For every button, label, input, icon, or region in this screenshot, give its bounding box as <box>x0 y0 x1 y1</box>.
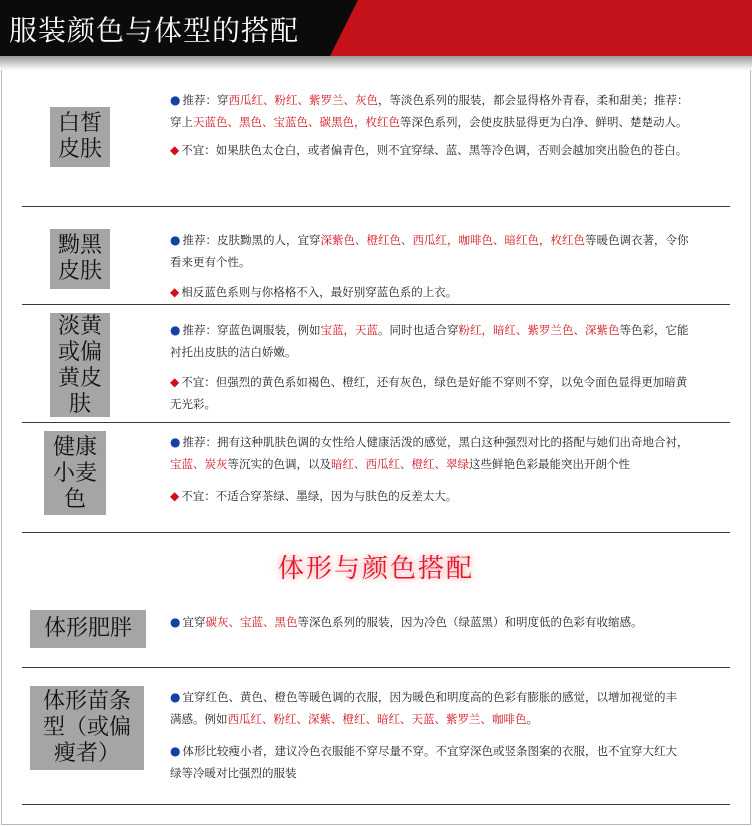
body-text: 。 <box>526 712 538 726</box>
body-text: 不宜：但强烈的黄色系如褐色、橙红，还有灰色，绿色是好能不穿则不穿，以免令面色显得更加暗黄无光彩。 <box>170 375 688 411</box>
section-label <box>50 107 110 167</box>
label-line: 皮肤 <box>57 259 102 284</box>
header-banner <box>0 0 752 68</box>
highlight-text: 暗红、西瓜红、橙红、翠绿 <box>331 457 469 471</box>
label-line: 瘦者） <box>53 741 120 766</box>
paragraph <box>170 281 690 303</box>
body-text: ，等淡色系列的服装，都会显得格外青春，柔和甜美； <box>377 93 654 107</box>
highlight-text: 西瓜红、粉红、紫罗兰、灰色 <box>228 93 378 107</box>
blue-dot-icon: ● <box>170 690 181 704</box>
body-text: 不宜：不适合穿茶绿、墨绿，因为与肤色的反差太大。 <box>181 489 458 503</box>
label-line: 或偏 <box>57 340 102 365</box>
highlight-text: 宝蓝，天蓝 <box>320 323 378 337</box>
label-line: 型（或偏 <box>42 715 131 740</box>
body-text: 等深色系列的服装，因为冷色（绿蓝黑）和明度低的色彩有收缩感。 <box>297 615 643 629</box>
label-line: 小麦 <box>52 461 97 486</box>
body-text: 推荐：穿 <box>182 93 229 107</box>
paragraph <box>170 229 690 273</box>
section-wheat-skin <box>22 423 730 533</box>
header-shadow <box>0 56 752 70</box>
paragraph <box>170 319 690 363</box>
body-text: 等色彩，它能衬托出皮肤的洁白娇嫩。 <box>170 323 689 359</box>
section-heavy-body <box>22 596 730 668</box>
paragraph <box>170 89 690 133</box>
section-slim-body <box>22 668 730 805</box>
blue-dot-icon: ● <box>170 615 181 629</box>
red-diamond-icon: ◆ <box>170 285 180 299</box>
label-line: 淡黄 <box>57 314 102 339</box>
label-line: 白皙 <box>57 111 102 136</box>
body-text: 不宜：如果肤色太仓白，或者偏青色，则不宜穿绿、蓝、黑等冷色调，否则会越加突出脸色的苍白。 <box>181 143 688 157</box>
highlight-text: 天蓝色、黑色、宝蓝色、碳黑色，枚红色 <box>193 115 400 129</box>
label-line: 黝黑 <box>57 233 102 258</box>
paragraph <box>170 139 690 161</box>
section-content <box>170 686 682 784</box>
red-diamond-icon: ◆ <box>170 375 180 389</box>
paragraph <box>170 611 710 633</box>
red-diamond-icon: ◆ <box>170 489 180 503</box>
section-yellow-skin <box>22 305 730 423</box>
section-label <box>50 229 110 289</box>
paragraph <box>170 485 690 507</box>
section-label <box>44 431 106 515</box>
label-line: 体形苗条 <box>42 689 131 714</box>
label-line: 皮肤 <box>57 137 102 162</box>
section-label <box>50 313 110 417</box>
body-text: 等暖色调衣著，令你看来更有个性。 <box>170 233 689 269</box>
body-text: 推荐：穿蓝色调服装，例如 <box>182 323 321 337</box>
body-text: 推荐：皮肤黝黑的人，宜穿 <box>182 233 321 247</box>
label-line: 体形肥胖 <box>43 616 132 641</box>
highlight-text: 粉红，暗红、紫罗兰色、深紫色 <box>458 323 620 337</box>
label-line: 黄皮 <box>57 366 102 391</box>
body-text: 宜穿 <box>182 615 206 629</box>
highlight-text: 碳灰、宝蓝、黑色 <box>205 615 298 629</box>
body-text: 相反蓝色系则与你格格不入，最好别穿蓝色系的上衣。 <box>181 285 458 299</box>
section-content <box>170 611 710 633</box>
red-diamond-icon: ◆ <box>170 143 180 157</box>
label-line: 色 <box>63 487 86 512</box>
body-text: 宜穿红色、黄色、橙色等暖色调的衣服，因为暖色和明度高的色彩有膨胀的感觉，以增加视觉的丰满感。例如 <box>170 690 677 726</box>
body-text: 等深色系列，会使皮肤显得更为白净、鲜明、楚楚动人。 <box>400 115 688 129</box>
highlight-text: 深紫色、橙红色、西瓜红，咖啡色、暗红色，枚红色 <box>320 233 585 247</box>
label-line: 健康 <box>52 435 97 460</box>
section-content <box>170 319 690 415</box>
paragraph <box>170 431 690 475</box>
body-text: 这些鲜艳色彩最能突出开朗个性 <box>469 457 630 471</box>
paragraph <box>170 371 690 415</box>
page-title: 服装颜色与体型的搭配 <box>9 14 300 47</box>
paragraph <box>170 686 682 730</box>
blue-dot-icon: ● <box>170 435 181 449</box>
body-text: 推荐：穿上 <box>170 93 689 129</box>
section-label <box>30 686 144 770</box>
section-content <box>170 431 690 507</box>
paragraph <box>170 740 682 784</box>
body-text: 等沉实的色调，以及 <box>227 457 331 471</box>
blue-dot-icon: ● <box>170 323 181 337</box>
body-text: 推荐：拥有这种肌肤色调的女性给人健康活泼的感觉，黑白这种强烈对比的搭配与她们出奇地合衬， <box>182 435 689 449</box>
highlight-text: 西瓜红、粉红、深紫、橙红、暗红、天蓝、紫罗兰、咖啡色 <box>227 712 527 726</box>
highlight-text: 宝蓝、炭灰 <box>170 457 228 471</box>
section-label <box>30 610 146 648</box>
section-fair-skin <box>22 70 730 207</box>
section-title: 体形与颜色搭配 <box>277 554 474 584</box>
body-text: 。同时也适合穿 <box>377 323 459 337</box>
blue-dot-icon: ● <box>170 93 181 107</box>
section-dark-skin <box>22 207 730 305</box>
label-line: 肤 <box>68 392 91 417</box>
section-content <box>170 89 690 161</box>
blue-dot-icon: ● <box>170 233 181 247</box>
body-text: 体形比较瘦小者，建议冷色衣服能不穿尽量不穿。不宜穿深色或竖条图案的衣服，也不宜穿大红大绿等冷暖对比强烈的服装 <box>170 744 677 780</box>
section-content <box>170 229 690 303</box>
blue-dot-icon: ● <box>170 744 181 758</box>
